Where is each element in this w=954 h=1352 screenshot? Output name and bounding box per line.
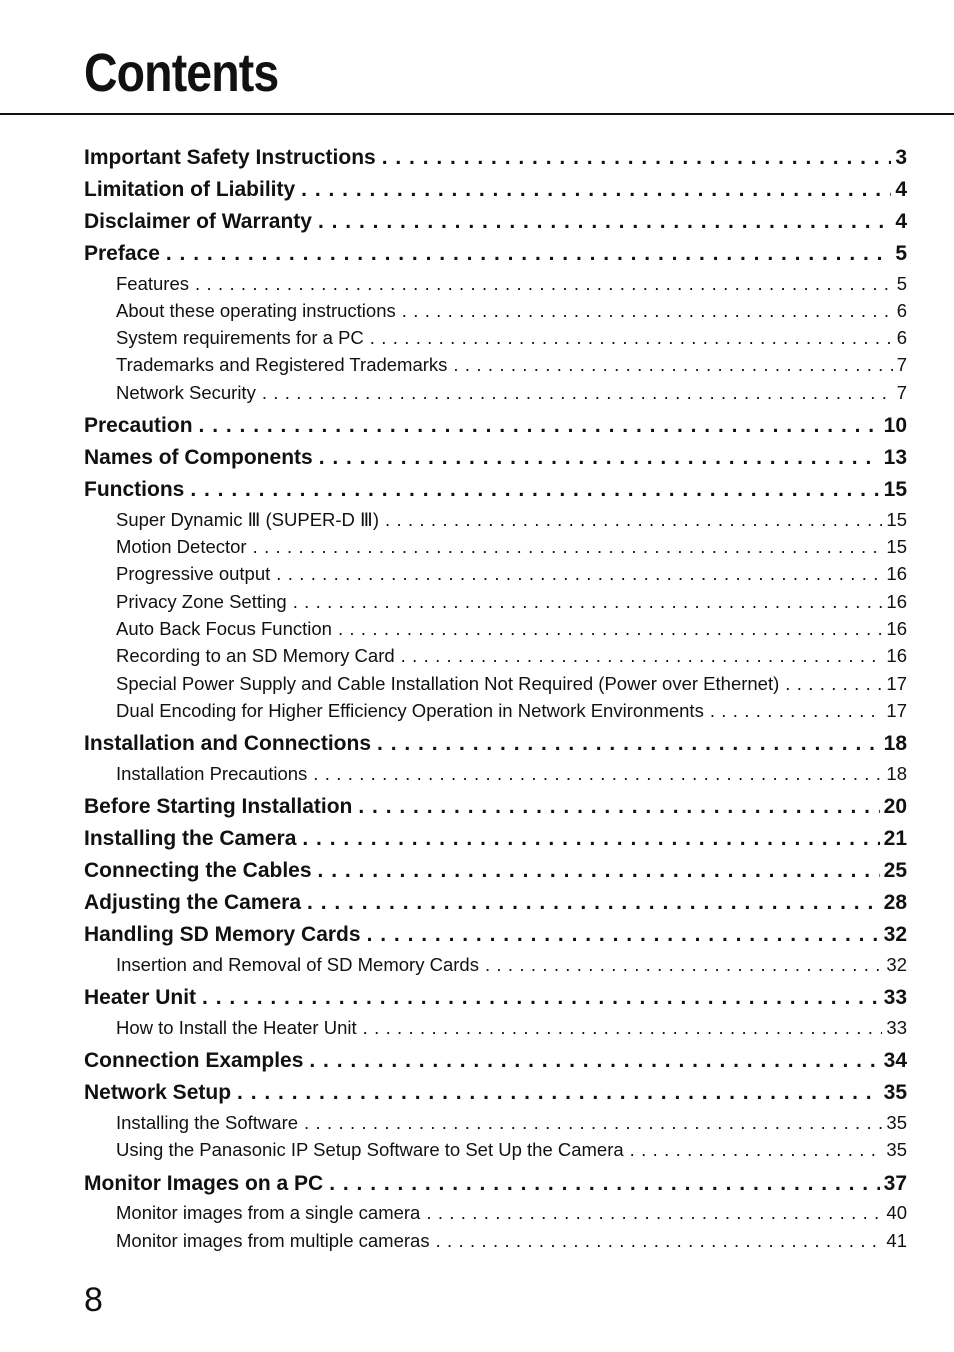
toc-section-entry[interactable]	[84, 982, 907, 1014]
title-divider	[0, 113, 954, 115]
toc-entry-label: How to Install the Heater Unit	[116, 1016, 357, 1038]
toc-entry-label: Network Setup	[84, 1081, 232, 1105]
toc-entry-label: About these operating instructions	[116, 299, 396, 321]
toc-entry-label: Disclaimer of Warranty	[84, 209, 312, 233]
toc-entry-label: Dual Encoding for Higher Efficiency Operation in Network Environments	[116, 699, 704, 721]
toc-entry-label: Monitor images from multiple cameras	[116, 1229, 430, 1251]
toc-entry-label: Insertion and Removal of SD Memory Cards	[116, 953, 479, 975]
toc-section-entry[interactable]	[84, 728, 907, 760]
toc-entry-label: Limitation of Liability	[84, 177, 296, 201]
toc-entry-label: Handling SD Memory Cards	[84, 922, 361, 946]
toc-leader-dots	[630, 1136, 883, 1163]
toc-entry-page: 35	[883, 1081, 907, 1105]
toc-leader-dots	[313, 760, 882, 787]
toc-section-entry[interactable]	[84, 1168, 907, 1200]
toc-entry-page: 4	[895, 209, 907, 233]
toc-entry-page: 21	[883, 827, 907, 851]
page-title: Contents	[84, 43, 279, 103]
page-number: 8	[84, 1281, 103, 1319]
toc-leader-dots	[237, 1077, 880, 1109]
toc-entry-page: 41	[886, 1229, 907, 1251]
toc-leader-dots	[302, 823, 879, 855]
toc-leader-dots	[262, 379, 893, 406]
toc-subsection-entry[interactable]	[84, 1109, 907, 1136]
toc-section-entry[interactable]	[84, 919, 907, 951]
toc-entry-page: 37	[883, 1171, 907, 1195]
toc-leader-dots	[304, 1109, 882, 1136]
toc-entry-page: 15	[886, 536, 907, 558]
toc-subsection-entry[interactable]	[84, 670, 907, 697]
toc-subsection-entry[interactable]	[84, 324, 907, 351]
toc-subsection-entry[interactable]	[84, 533, 907, 560]
toc-entry-page: 16	[886, 617, 907, 639]
toc-section-entry[interactable]	[84, 410, 907, 442]
toc-entry-page: 33	[886, 1016, 907, 1038]
toc-leader-dots	[202, 982, 880, 1014]
toc-entry-page: 28	[883, 890, 907, 914]
toc-entry-page: 13	[883, 445, 907, 469]
toc-subsection-entry[interactable]	[84, 297, 907, 324]
toc-leader-dots	[363, 1014, 883, 1041]
toc-entry-page: 5	[896, 272, 907, 294]
toc-leader-dots	[710, 697, 883, 724]
toc-entry-page: 20	[883, 795, 907, 819]
toc-entry-label: System requirements for a PC	[116, 327, 364, 349]
toc-entry-page: 16	[886, 645, 907, 667]
toc-leader-dots	[436, 1227, 883, 1254]
toc-subsection-entry[interactable]	[84, 1014, 907, 1041]
toc-subsection-entry[interactable]	[84, 270, 907, 297]
toc-leader-dots	[358, 791, 879, 823]
toc-entry-page: 25	[883, 859, 907, 883]
toc-entry-label: Before Starting Installation	[84, 795, 353, 819]
toc-leader-dots	[318, 855, 880, 887]
toc-entry-label: Super Dynamic Ⅲ (SUPER-D Ⅲ)	[116, 508, 379, 530]
toc-leader-dots	[370, 324, 893, 351]
toc-entry-label: Using the Panasonic IP Setup Software to Set Up the Camera	[116, 1139, 624, 1161]
toc-leader-dots	[276, 560, 882, 587]
toc-section-entry[interactable]	[84, 474, 907, 506]
toc-leader-dots	[367, 919, 880, 951]
toc-entry-label: Important Safety Instructions	[84, 146, 376, 169]
toc-leader-dots	[785, 670, 882, 697]
toc-leader-dots	[377, 728, 880, 760]
toc-entry-label: Installation Precautions	[116, 762, 308, 784]
toc-entry-page: 15	[886, 508, 907, 530]
toc-subsection-entry[interactable]	[84, 760, 907, 787]
toc-entry-label: Monitor images from a single camera	[116, 1202, 421, 1224]
toc-entry-page: 17	[886, 672, 907, 694]
toc-entry-label: Connecting the Cables	[84, 859, 312, 883]
toc-leader-dots	[453, 351, 892, 378]
toc-leader-dots	[385, 506, 882, 533]
toc-section-entry[interactable]	[84, 238, 907, 270]
toc-entry-page: 32	[886, 953, 907, 975]
toc-entry-page: 40	[886, 1202, 907, 1224]
toc-leader-dots	[382, 142, 892, 174]
toc-entry-label: Motion Detector	[116, 536, 247, 558]
toc-section-entry[interactable]	[84, 206, 907, 238]
toc-entry-page: 10	[883, 414, 907, 438]
toc-entry-page: 7	[896, 381, 907, 403]
table-of-contents	[84, 142, 907, 1254]
toc-entry-label: Monitor Images on a PC	[84, 1171, 324, 1195]
toc-entry-label: Auto Back Focus Function	[116, 617, 332, 639]
toc-entry-label: Connection Examples	[84, 1049, 304, 1073]
toc-subsection-entry[interactable]	[84, 588, 907, 615]
toc-leader-dots	[402, 297, 893, 324]
toc-entry-page: 18	[886, 762, 907, 784]
toc-entry-label: Installing the Software	[116, 1112, 299, 1133]
toc-subsection-entry[interactable]	[84, 1199, 907, 1226]
toc-entry-label: Heater Unit	[84, 986, 197, 1010]
toc-subsection-entry[interactable]	[84, 951, 907, 978]
toc-subsection-entry[interactable]	[84, 560, 907, 587]
toc-entry-page: 35	[886, 1139, 907, 1161]
toc-entry-page: 16	[886, 563, 907, 585]
toc-leader-dots	[329, 1168, 879, 1200]
toc-subsection-entry[interactable]	[84, 351, 907, 378]
toc-entry-label: Special Power Supply and Cable Installation Not Required (Power over Ethernet)	[116, 672, 780, 694]
toc-subsection-entry[interactable]	[84, 697, 907, 724]
toc-leader-dots	[293, 588, 883, 615]
toc-entry-page: 34	[883, 1049, 907, 1073]
toc-subsection-entry[interactable]	[84, 1227, 907, 1254]
toc-subsection-entry[interactable]	[84, 642, 907, 669]
toc-entry-page: 16	[886, 590, 907, 612]
toc-entry-page: 17	[886, 699, 907, 721]
toc-section-entry[interactable]	[84, 442, 907, 474]
toc-section-entry[interactable]	[84, 887, 907, 919]
toc-leader-dots	[426, 1199, 882, 1226]
toc-leader-dots	[195, 270, 893, 297]
toc-section-entry[interactable]	[84, 823, 907, 855]
toc-leader-dots	[190, 474, 879, 506]
toc-entry-page: 15	[883, 477, 907, 501]
toc-entry-page: 6	[896, 299, 907, 321]
toc-section-entry[interactable]	[84, 142, 907, 174]
toc-leader-dots	[253, 533, 883, 560]
toc-section-entry[interactable]	[84, 1045, 907, 1077]
toc-entry-label: Names of Components	[84, 445, 313, 469]
toc-entry-label: Recording to an SD Memory Card	[116, 645, 395, 667]
toc-entry-label: Functions	[84, 477, 185, 501]
toc-entry-page: 3	[895, 146, 907, 169]
toc-subsection-entry[interactable]	[84, 379, 907, 406]
toc-leader-dots	[309, 1045, 879, 1077]
toc-entry-page: 33	[883, 986, 907, 1010]
toc-entry-page: 4	[895, 177, 907, 201]
toc-entry-label: Preface	[84, 241, 160, 265]
toc-section-entry[interactable]	[84, 791, 907, 823]
toc-subsection-entry[interactable]	[84, 615, 907, 642]
toc-entry-page: 35	[886, 1112, 907, 1133]
toc-leader-dots	[199, 410, 880, 442]
toc-section-entry[interactable]	[84, 855, 907, 887]
toc-leader-dots	[319, 442, 880, 474]
toc-entry-label: Progressive output	[116, 563, 271, 585]
toc-leader-dots	[307, 887, 880, 919]
toc-entry-label: Adjusting the Camera	[84, 890, 302, 914]
toc-entry-label: Trademarks and Registered Trademarks	[116, 354, 448, 376]
toc-entry-label: Precaution	[84, 414, 193, 438]
toc-leader-dots	[301, 174, 891, 206]
toc-entry-page: 7	[896, 354, 907, 376]
toc-subsection-entry[interactable]	[84, 506, 907, 533]
toc-entry-label: Installing the Camera	[84, 827, 297, 851]
toc-entry-label: Network Security	[116, 381, 256, 403]
toc-subsection-entry[interactable]	[84, 1136, 907, 1163]
toc-entry-page: 32	[883, 922, 907, 946]
toc-section-entry[interactable]	[84, 174, 907, 206]
toc-leader-dots	[166, 238, 891, 270]
toc-leader-dots	[318, 206, 891, 238]
toc-leader-dots	[401, 642, 883, 669]
toc-leader-dots	[485, 951, 882, 978]
toc-entry-label: Features	[116, 272, 190, 294]
toc-entry-page: 18	[883, 732, 907, 756]
toc-entry-label: Privacy Zone Setting	[116, 590, 287, 612]
toc-entry-page: 6	[896, 327, 907, 349]
toc-leader-dots	[338, 615, 882, 642]
toc-entry-page: 5	[895, 241, 907, 265]
toc-section-entry[interactable]	[84, 1077, 907, 1109]
toc-entry-label: Installation and Connections	[84, 732, 372, 756]
